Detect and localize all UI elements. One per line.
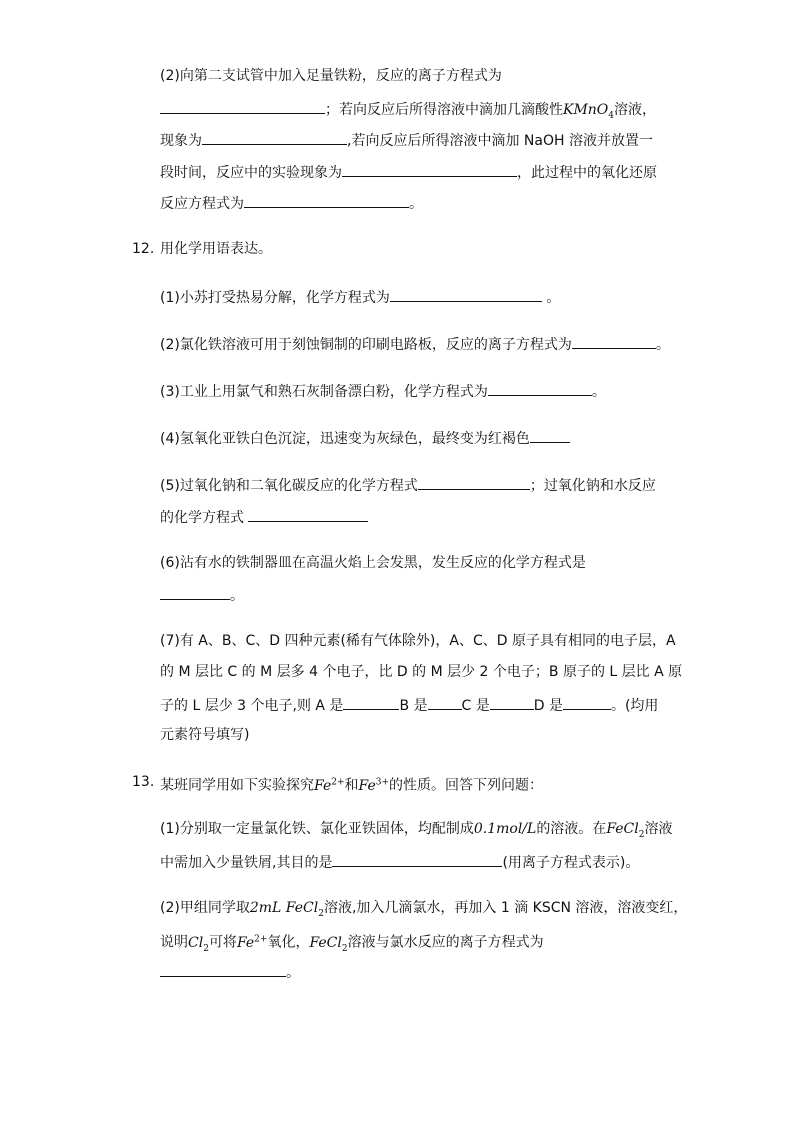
q12-part3: (3)工业上用氯气和熟石灰制备漂白粉，化学方程式为 。 — [160, 380, 606, 402]
answer-blank[interactable] — [160, 98, 325, 114]
answer-blank[interactable] — [202, 129, 347, 145]
question-12-number: 12. — [132, 241, 155, 257]
answer-blank[interactable] — [572, 333, 656, 349]
q12-part5-line2: 的化学方程式 — [160, 506, 368, 528]
answer-blank[interactable] — [563, 694, 611, 710]
q12-part4: (4)氢氧化亚铁白色沉淀，迅速变为灰绿色，最终变为红褐色 — [160, 427, 570, 449]
answer-blank[interactable] — [160, 961, 286, 977]
answer-blank[interactable] — [343, 694, 399, 710]
q13-part2-line3: 。 — [160, 961, 300, 983]
question-13-number: 13. — [132, 774, 155, 790]
q13-part1-line2: 中需加入少量铁屑,其目的是 (用离子方程式表示)。 — [160, 851, 639, 873]
answer-blank[interactable] — [418, 474, 530, 490]
q13-part1-line1: (1)分别取一定量氯化铁、氯化亚铁固体，均配制成0.1mol/L的溶液。在FeCl$_2$溶液 — [160, 821, 673, 840]
answer-blank[interactable] — [332, 851, 502, 867]
q12-part7-line2: 的 M 层比 C 的 M 层多 4 个电子，比 D 的 M 层少 2 个电子；B 原子的 L 层比 A 原 — [160, 664, 683, 680]
answer-blank[interactable] — [490, 694, 534, 710]
answer-blank[interactable] — [342, 161, 517, 177]
question-12-title: 用化学用语表达。 — [160, 241, 272, 257]
q11-part2-line5: 反应方程式为 。 — [160, 192, 423, 214]
answer-blank[interactable] — [244, 192, 409, 208]
q12-part6-line2: 。 — [160, 584, 244, 606]
q12-part7-line1: (7)有 A、B、C、D 四种元素(稀有气体除外)，A、C、D 原子具有相同的电子层，A — [160, 633, 676, 649]
q11-part2-line2: ；若向反应后所得溶液中滴加几滴酸性KMnO$_4$溶液， — [160, 98, 656, 126]
q12-part6-line1: (6)沾有水的铁制器皿在高温火焰上会发黑，发生反应的化学方程式是 — [160, 555, 586, 571]
q13-part2-line1: (2)甲组同学取2mL FeCl$_2$溶液,加入几滴氯水，再加入 1 滴 KSCN 溶液，溶液变红， — [160, 900, 688, 919]
q11-part2-line3: 现象为 ,若向反应后所得溶液中滴加 NaOH 溶液并放置一 — [160, 129, 653, 151]
answer-blank[interactable] — [248, 506, 368, 522]
answer-blank[interactable] — [488, 380, 592, 396]
answer-blank[interactable] — [530, 427, 570, 443]
answer-blank[interactable] — [390, 286, 542, 302]
q12-part5-line1: (5)过氧化钠和二氧化碳反应的化学方程式 ；过氧化钠和水反应 — [160, 474, 656, 496]
question-13-title: 某班同学用如下实验探究$Fe^{2+}$和$Fe^{3+}$的性质。回答下列问题： — [160, 777, 544, 794]
q11-part2-line1: (2)向第二支试管中加入足量铁粉，反应的离子方程式为 — [160, 68, 502, 84]
answer-blank[interactable] — [428, 694, 462, 710]
q12-part1: (1)小苏打受热易分解，化学方程式为 。 — [160, 286, 560, 308]
q12-part7-line3: 子的 L 层少 3 个电子,则 A 是 B 是 C 是 D 是 。(均用 — [160, 694, 658, 716]
q13-part2-line2: 说明$Cl_2$可将$Fe^{2+}$氧化，FeCl$_2$溶液与氯水反应的离子方程式为 — [160, 934, 544, 954]
q12-part2: (2)氯化铁溶液可用于刻蚀铜制的印刷电路板，反应的离子方程式为 。 — [160, 333, 670, 355]
answer-blank[interactable] — [160, 584, 230, 600]
q11-part2-line4: 段时间，反应中的实验现象为 ，此过程中的氧化还原 — [160, 161, 657, 183]
q12-part7-line4: 元素符号填写) — [160, 727, 250, 743]
